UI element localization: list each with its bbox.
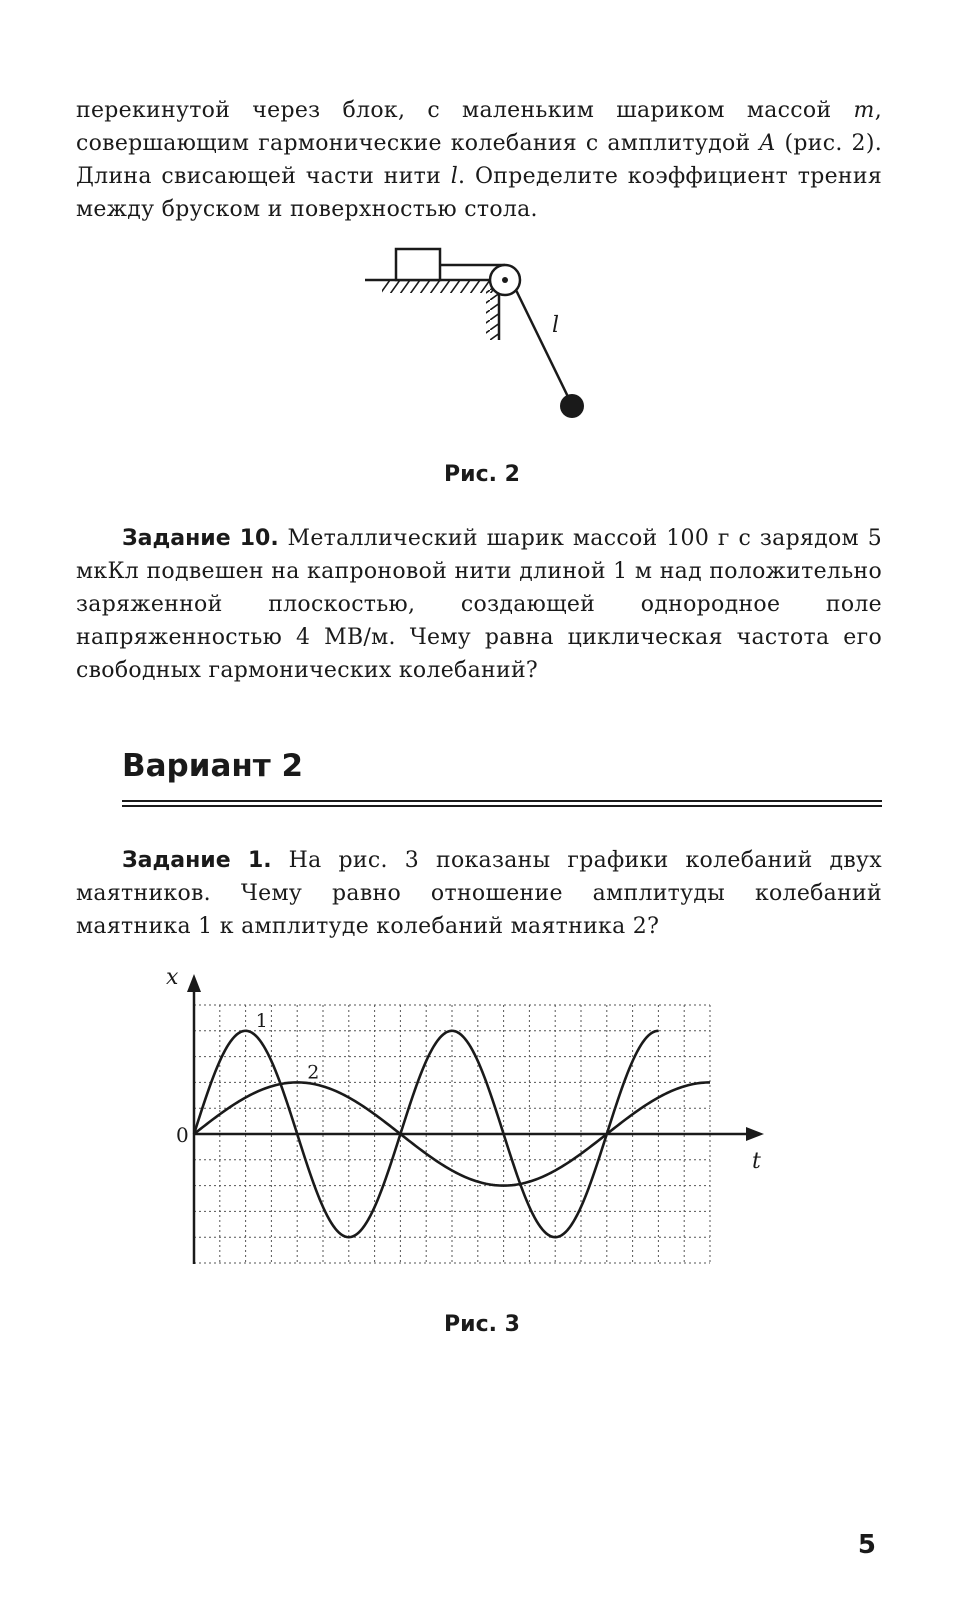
intro-text-2: , совершающим гармонические колебания с амплитудой	[76, 98, 882, 156]
origin-label: 0	[176, 1123, 189, 1147]
y-axis-arrow	[187, 974, 201, 992]
chart-series	[194, 1010, 710, 1237]
variant-heading: Вариант 2	[122, 748, 304, 784]
amplitude-symbol: A	[759, 131, 776, 156]
thread-length-label: l	[552, 313, 560, 338]
series-2-label: 2	[307, 1061, 320, 1084]
intro-text-3: (рис. 2). Длина свисающей части нити	[76, 131, 882, 189]
length-symbol: l	[450, 164, 459, 189]
task-10-label: Задание 10.	[122, 526, 279, 551]
figure-3-caption: Рис. 3	[444, 1312, 520, 1337]
x-axis-arrow	[746, 1127, 764, 1141]
series-1-label: 1	[255, 1009, 268, 1032]
x-axis-label: t	[752, 1149, 761, 1174]
mass-symbol: m	[853, 98, 875, 123]
task-1-text: На рис. 3 показаны графики колебаний двух маятников. Чему равно отношение амплитуды колебаний маятника 1 к амплитуде колебаний маятника 2?	[76, 848, 883, 939]
intro-text-4: . Определите коэффициент трения между бруском и поверхностью стола.	[76, 164, 883, 222]
y-axis-label: x	[166, 965, 179, 990]
task-1-label: Задание 1.	[122, 848, 272, 873]
task-10-text: Металлический шарик массой 100 г с зарядом 5 мкКл подвешен на капроновой нити длиной 1 м над положительно заряженной плоскостью, создающей однородное поле напряженностью 4 МВ/м. Чему равна циклическая частота его свободных гармонических колебаний?	[76, 526, 882, 683]
intro-text-1: перекинутой через блок, с маленьким шариком массой	[76, 98, 854, 123]
figure-2-caption: Рис. 2	[444, 462, 520, 487]
page-number: 5	[857, 1530, 876, 1560]
